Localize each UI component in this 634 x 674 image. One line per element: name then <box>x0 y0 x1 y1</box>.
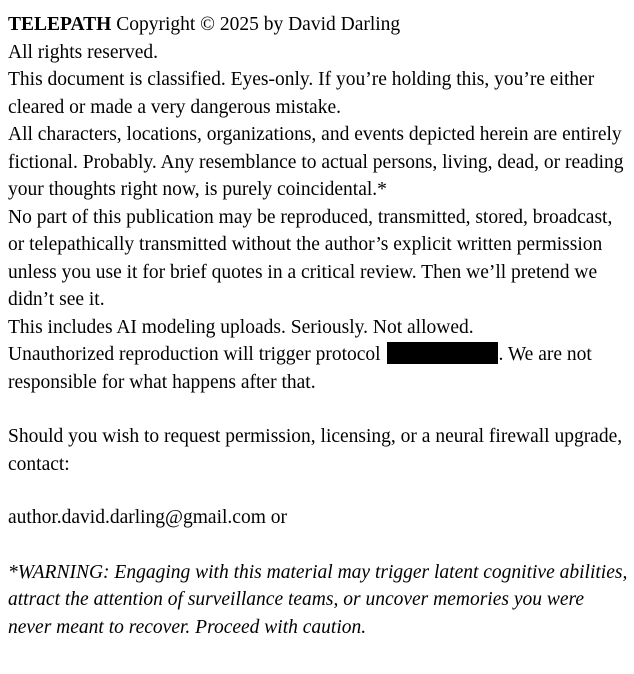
fiction-disclaimer: All characters, locations, organizations, and events depicted herein are entirely fictional. Probably. Any resemblance to actual persons, living, dead, or reading your thoughts right now, is purely coincidental.* <box>8 124 624 200</box>
redaction-bar <box>387 342 498 364</box>
permission-request: Should you wish to request permission, licensing, or a neural firewall upgrade, contact: <box>8 426 623 475</box>
classified-notice: This document is classified. Eyes-only. If you’re holding this, you’re either cleared or made a very dangerous mistake. <box>8 69 595 118</box>
protocol-text-after: . We are not responsible for what happens after that. <box>8 344 592 393</box>
book-title: TELEPATH <box>8 14 112 35</box>
paragraph-spacer <box>8 396 628 423</box>
copyright-page <box>8 11 628 641</box>
copyright-notice: Copyright © 2025 by David Darling <box>111 14 401 35</box>
paragraph-spacer <box>8 532 628 559</box>
rights-reserved: All rights reserved. <box>8 41 159 63</box>
reproduction-notice: No part of this publication may be reproduced, transmitted, stored, broadcast, or telepathically transmitted without the author’s explicit written permission unless you use it for brief quotes in a critical review. Then we’ll pretend we didn’t see it. <box>8 206 613 310</box>
paragraph-spacer <box>8 478 628 504</box>
protocol-text-before: Unauthorized reproduction will trigger protocol <box>8 344 386 365</box>
protocol-warning <box>8 341 628 396</box>
copyright-line <box>8 11 628 39</box>
contact-email[interactable]: author.david.darling@gmail.com or <box>8 507 287 528</box>
ai-modeling-notice: This includes AI modeling uploads. Seriously. Not allowed. <box>8 316 474 338</box>
warning-footnote: *WARNING: Engaging with this material may trigger latent cognitive abilities, attract the attention of surveillance teams, or uncover memories you were never meant to recover. Proceed with caution. <box>8 561 628 638</box>
